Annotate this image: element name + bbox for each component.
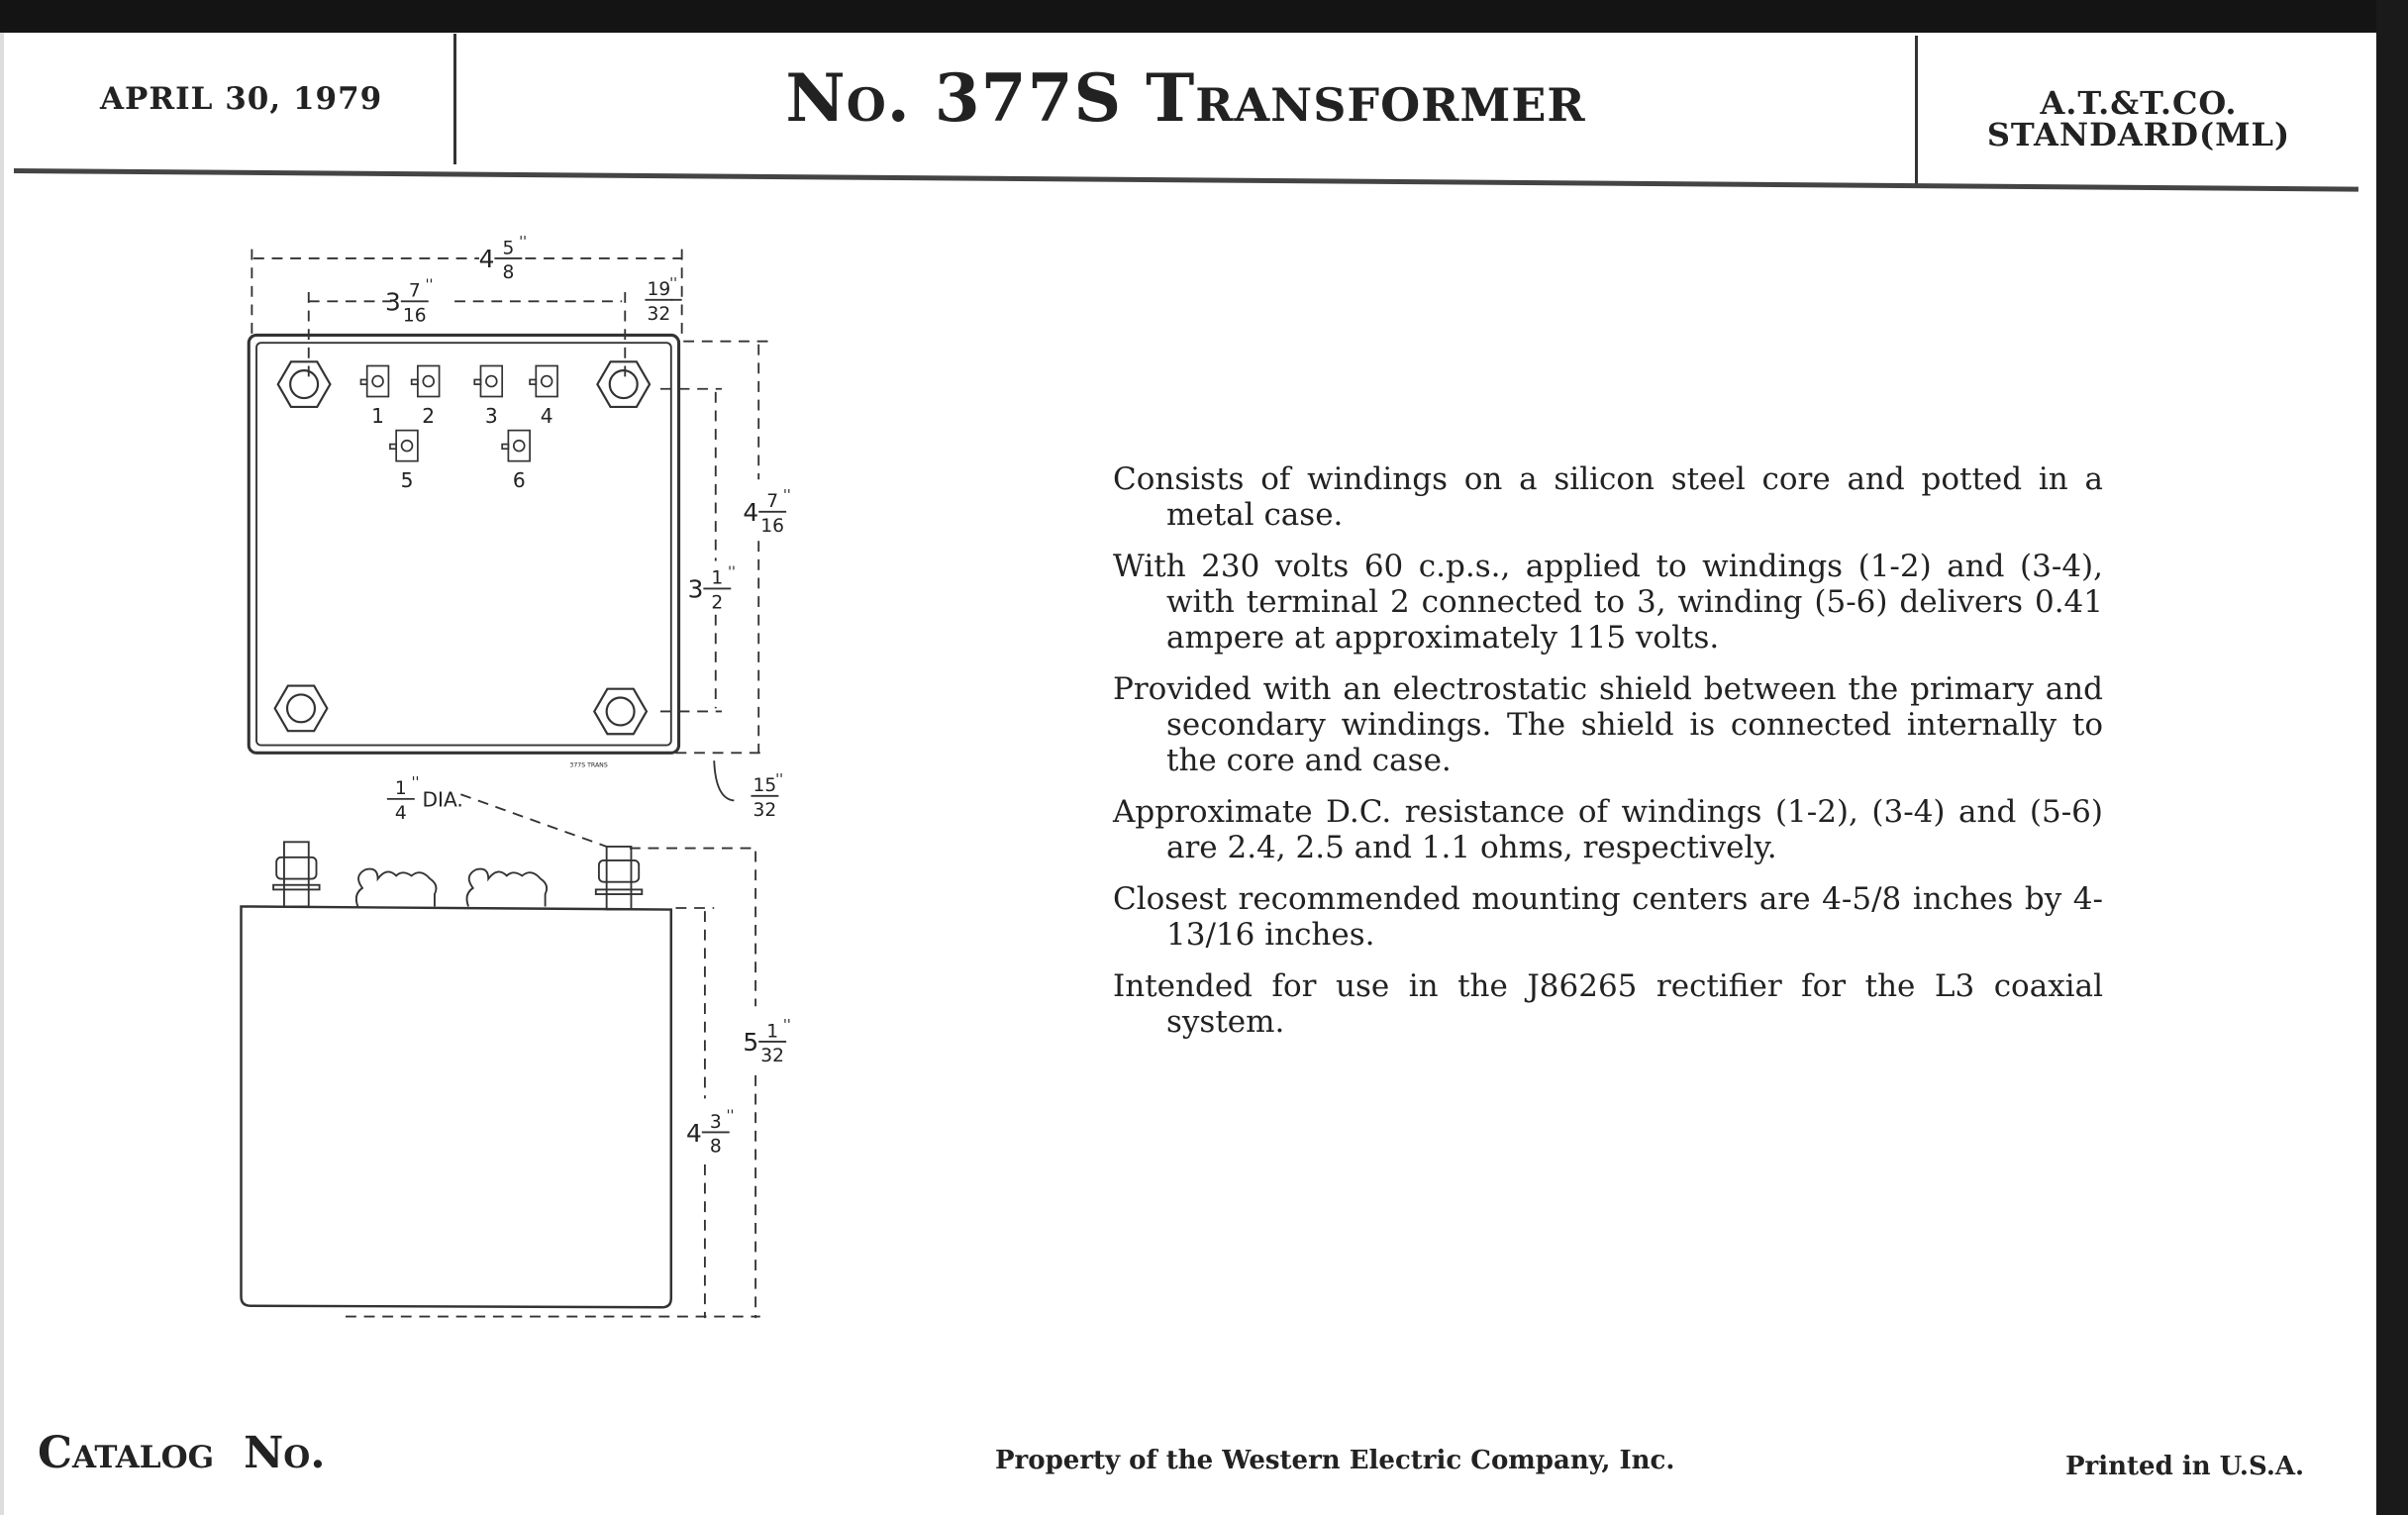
dimension-denominator: 16	[402, 305, 427, 327]
inch-mark: ''	[411, 774, 420, 791]
description-paragraph: Provided with an electrostatic shield between the primary and secondary windings. The shield is connected internally to the core and case.	[1113, 671, 2103, 778]
dimension-numerator: 19	[647, 279, 671, 301]
case-marking: 377S TRANS	[569, 761, 608, 769]
description-paragraph: Approximate D.C. resistance of windings (1-2), (3-4) and (5-6) are 2.4, 2.5 and 1.1 ohms, respectively.	[1113, 794, 2103, 865]
catalog-number-label	[38, 1428, 326, 1478]
dimension-mount-depth	[688, 564, 736, 614]
terminal-label: 6	[512, 468, 526, 493]
issuer-line-1: A.T.&T.CO.	[2040, 84, 2238, 122]
issuer-line-2: STANDARD(ML)	[1986, 116, 2291, 153]
dimension-numerator: 7	[408, 280, 421, 302]
dimension-denominator: 32	[752, 799, 777, 821]
terminal-label: 1	[371, 403, 384, 428]
dimension-whole: 5	[743, 1028, 759, 1058]
terminal-label: 5	[400, 468, 414, 493]
printed-notice: Printed in U.S.A.	[2065, 1452, 2305, 1481]
dimension-stud-dia	[387, 774, 419, 824]
terminal-label: 3	[484, 403, 498, 428]
dimension-edge-offset	[645, 275, 676, 325]
description-paragraph: With 230 volts 60 c.p.s., applied to windings (1-2) and (3-4), with terminal 2 connected to 3, winding (5-6) delivers 0.41 ampere at approximately 115 volts.	[1113, 549, 2103, 656]
dimension-case-height	[686, 1108, 734, 1158]
dimension-overall-width	[479, 235, 527, 284]
description-paragraph: Consists of windings on a silicon steel core and potted in a metal case.	[1113, 461, 2103, 533]
dimension-numerator: 5	[502, 238, 515, 259]
description-paragraph: Intended for use in the J86265 rectifier for the L3 coaxial system.	[1113, 968, 2103, 1040]
dimension-overall-depth	[743, 487, 790, 537]
dimension-bottom-offset	[751, 771, 782, 821]
dimension-numerator: 3	[709, 1111, 722, 1133]
inch-mark: ''	[669, 275, 677, 292]
dimension-numerator: 15	[752, 775, 777, 797]
dimension-denominator: 4	[394, 803, 407, 825]
terminal-2	[412, 365, 440, 427]
dimension-numerator: 1	[711, 567, 724, 589]
dimension-numerator: 1	[766, 1021, 779, 1043]
dimension-whole: 4	[743, 498, 759, 528]
dimension-whole: 3	[687, 574, 704, 604]
mounting-bolt-icon	[275, 686, 328, 732]
inch-mark: ''	[726, 1108, 735, 1125]
terminal-label: 4	[540, 403, 553, 428]
mounting-stud-right	[596, 847, 643, 910]
inch-mark: ''	[728, 563, 736, 580]
dimension-whole: 3	[385, 287, 401, 317]
solder-lugs	[356, 869, 547, 907]
inch-mark: ''	[783, 487, 791, 504]
terminal-6	[502, 431, 530, 492]
terminal-5	[390, 431, 418, 492]
mounting-bolt-icon	[597, 361, 650, 407]
dimension-denominator: 16	[760, 516, 785, 537]
case-side-outline	[242, 906, 671, 1307]
dimension-numerator: 1	[394, 778, 407, 800]
dimension-overall-height	[743, 1018, 790, 1067]
dimension-mount-width	[385, 277, 433, 327]
mounting-stud-left	[273, 842, 320, 906]
inch-mark: ''	[775, 771, 783, 788]
catalog-no-label: No.	[244, 1428, 326, 1478]
terminal-label: 2	[422, 403, 436, 428]
description-paragraph: Closest recommended mounting centers are 4-5/8 inches by 4-13/16 inches.	[1113, 881, 2103, 953]
terminal-4	[530, 365, 557, 427]
terminal-3	[474, 365, 502, 427]
property-notice: Property of the Western Electric Company, Inc.	[995, 1446, 1675, 1475]
dimension-lines	[251, 250, 767, 1319]
case-outline-outer	[249, 335, 678, 753]
dimension-denominator: 32	[647, 303, 671, 325]
inch-mark: ''	[519, 234, 527, 251]
dimension-denominator: 8	[502, 262, 515, 284]
dimension-denominator: 2	[711, 592, 724, 614]
dimension-whole: 4	[478, 245, 495, 274]
dimension-numerator: 7	[766, 491, 779, 513]
mounting-bolt-icon	[594, 689, 647, 735]
inch-mark: ''	[783, 1017, 791, 1034]
dimension-denominator: 8	[709, 1136, 722, 1158]
stud-dia-label: DIA.	[422, 787, 463, 812]
dimension-whole: 4	[686, 1118, 702, 1148]
side-view	[242, 842, 671, 1307]
issue-date: APRIL 30, 1979	[100, 81, 383, 117]
top-view	[249, 250, 767, 1319]
mounting-bolt-icon	[278, 361, 331, 407]
page-title: No. 377S Transformer	[785, 59, 1586, 137]
terminal-1	[360, 365, 388, 427]
inch-mark: ''	[425, 276, 434, 293]
dimension-denominator: 32	[760, 1046, 785, 1067]
catalog-label: Catalog	[38, 1428, 215, 1478]
